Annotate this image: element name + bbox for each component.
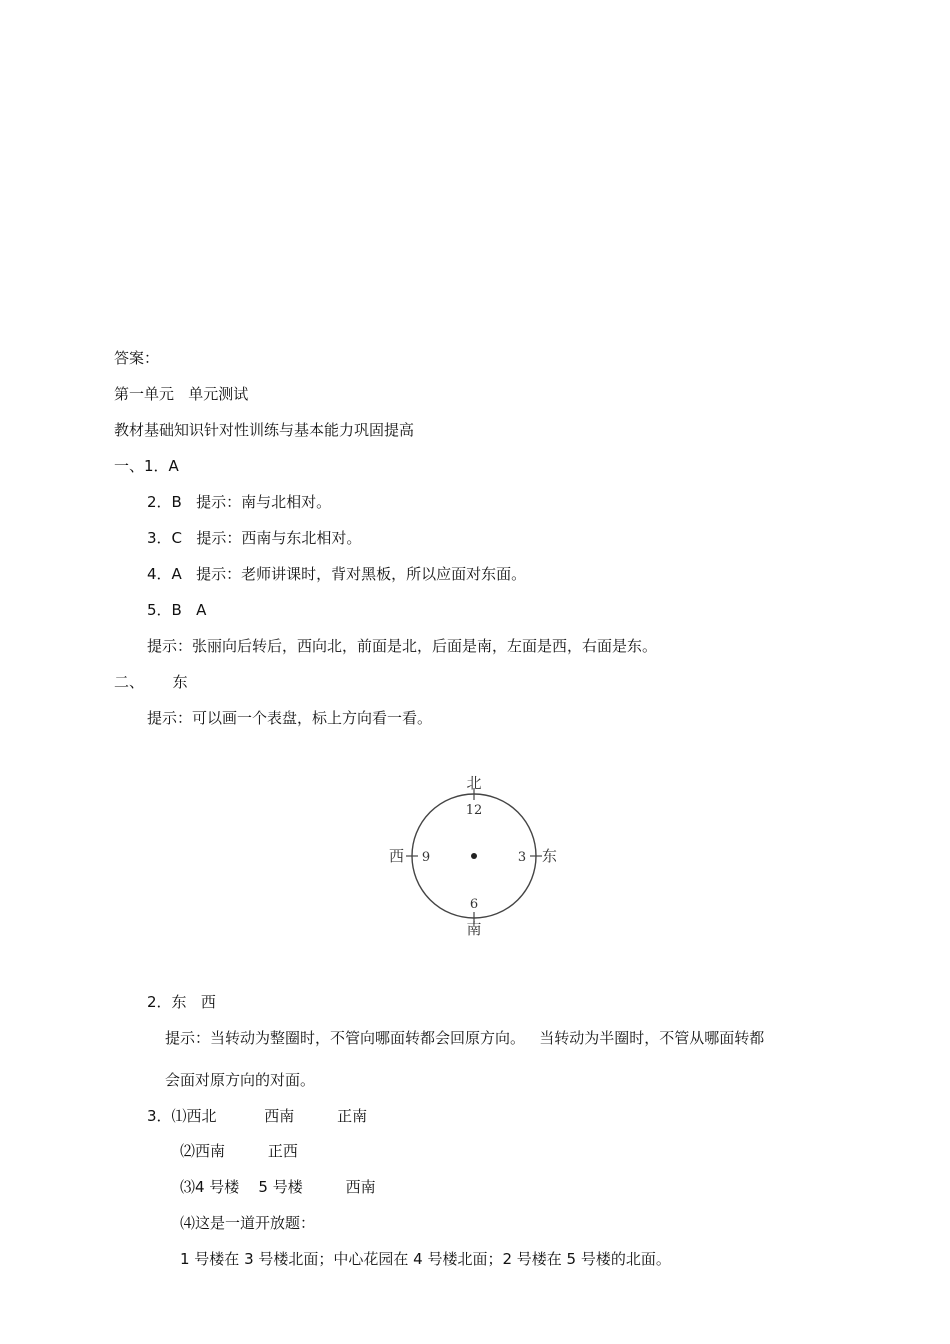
part1-question-5: 5．B A	[147, 601, 207, 619]
part2-question-3-2: ⑵西南 正西	[180, 1142, 298, 1160]
part2-question-2-hint-line2: 会面对原方向的对面。	[165, 1071, 316, 1089]
part1-question-1: 一、1．A	[114, 457, 179, 475]
clock-number-6: 6	[469, 897, 479, 912]
part1-question-2: 2．B 提示：南与北相对。	[147, 493, 332, 511]
part1-question-4: 4．A 提示：老师讲课时，背对黑板，所以应面对东面。	[147, 565, 527, 583]
clock-number-3: 3	[517, 850, 527, 865]
part2-question-3-3: ⑶4 号楼 5 号楼 西南	[180, 1178, 376, 1196]
part2-question-3-1: 3．⑴西北 西南 正南	[147, 1107, 368, 1125]
section-title: 教材基础知识针对性训练与基本能力巩固提高	[114, 421, 415, 439]
part2-question-2-hint-line1: 提示：当转动为整圈时，不管向哪面转都会回原方向。 当转动为半圈时，不管从哪面转都	[165, 1029, 765, 1047]
clock-diagram	[388, 766, 568, 946]
part1-question-3: 3．C 提示：西南与东北相对。	[147, 529, 362, 547]
part2-question-1-hint: 提示：可以画一个表盘，标上方向看一看。	[147, 709, 433, 727]
clock-west-label: 西	[388, 847, 404, 865]
clock-south-label: 南	[466, 920, 482, 938]
answer-label: 答案：	[114, 349, 160, 367]
part2-question-2: 2．东 西	[147, 993, 216, 1011]
clock-east-label: 东	[542, 847, 558, 865]
part1-question-5-hint: 提示：张丽向后转后，西向北，前面是北，后面是南，左面是西，右面是东。	[147, 637, 658, 655]
part2-question-1: 二、 东	[114, 673, 188, 691]
clock-number-12: 12	[465, 803, 483, 818]
part2-question-3-4-answer: 1 号楼在 3 号楼北面；中心花园在 4 号楼北面；2 号楼在 5 号楼的北面。	[180, 1250, 671, 1268]
clock-center-dot	[471, 853, 477, 859]
clock-north-label: 北	[466, 774, 482, 792]
part2-question-3-4: ⑷这是一道开放题：	[180, 1214, 316, 1232]
unit-title: 第一单元 单元测试	[114, 385, 249, 403]
clock-number-9: 9	[421, 850, 431, 865]
